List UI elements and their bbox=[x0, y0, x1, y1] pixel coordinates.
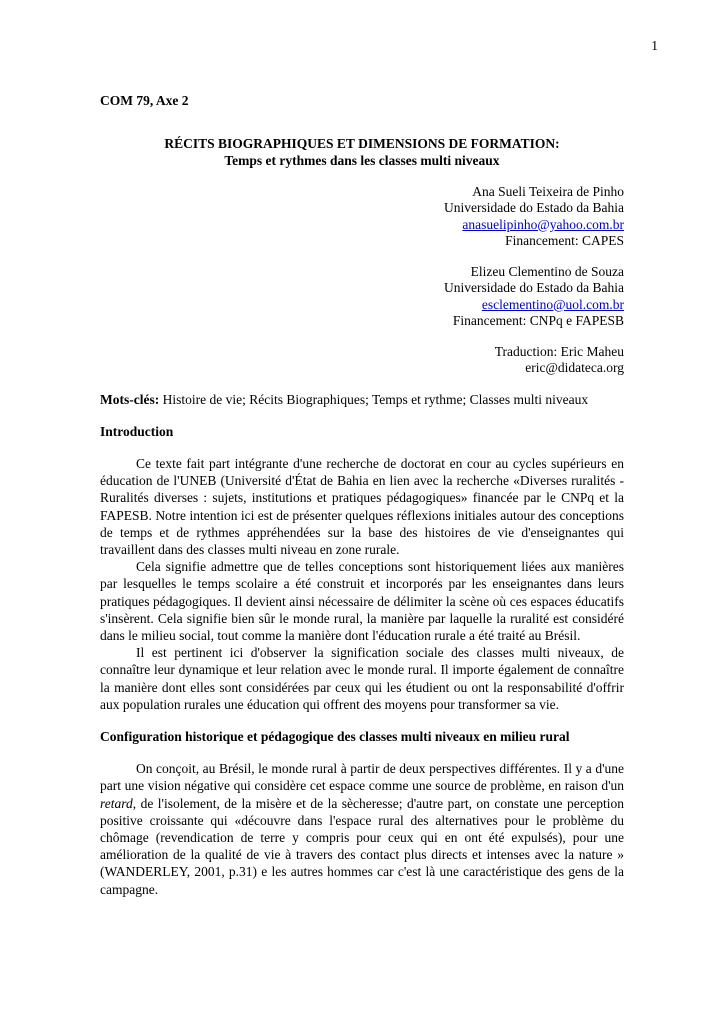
intro-paragraph-2: Cela signifie admettre que de telles conceptions sont historiquement liées aux manières par lesquelles le temps scolaire a été construit et incorporés par les enseignantes dans leurs pratiques pédagogiques. Il devient ainsi nécessaire de délimiter la scène où ces espaces éducatifs s'insèrent. Cela signifie bien sûr le monde rural, la manière par laquelle la ruralité est considéré dans le milieu social, tout comme la manière dont l'éducation rurale a été traité au Brésil. bbox=[100, 559, 624, 644]
keywords-line bbox=[100, 391, 624, 408]
translator-email: eric@didateca.org bbox=[525, 360, 624, 376]
page-number: 1 bbox=[651, 38, 658, 53]
author-name: Elizeu Clementino de Souza bbox=[470, 263, 624, 279]
page-content bbox=[100, 0, 624, 898]
configuration-paragraph-1-tail: , de l'isolement, de la misère et de la sècheresse; d'autre part, on constate une perception positive croissante qui «découvre dans l'espace rural des alternatives pour le problème du chômage (revendication de terre y compris pour ceux qui en ont été expulsés), pour une amélioration de la qualité de vie à travers des contact plus directs et intenses avec la nature » (WANDERLEY, 2001, p.31) e les autres hommes car c'est là une caractéristique des gens de la campagne. bbox=[100, 795, 624, 897]
author-group-2 bbox=[100, 264, 624, 330]
configuration-paragraph-1-lead: On conçoit, au Brésil, le monde rural à partir de deux perspectives différentes. Il y a d'une part une vision négative qui considère cet espace comme une source de problème, en raison d'un bbox=[100, 761, 624, 794]
author-affiliation: Universidade do Estado da Bahia bbox=[444, 280, 624, 296]
author-email-link[interactable]: anasuelipinho@yahoo.com.br bbox=[462, 216, 624, 232]
author-email-row bbox=[100, 217, 624, 234]
author-affiliation: Universidade do Estado da Bahia bbox=[444, 200, 624, 216]
configuration-paragraph-1 bbox=[100, 760, 624, 898]
intro-paragraph-1: Ce texte fait part intégrante d'une recherche de doctorat en cour au cycles supérieurs en éducation de l'UNEB (Université d'État de Bahia en lien avec la recherche «Diverses ruralités -Ruralités diverses : sujets, institutions et pratiques pédagogiques» financée par le CNPq et la FAPESB. Notre intention ici est de présenter quelques réflexions initiales autour des conceptions de temps et de rythmes appréhendées sur la base des histoires de vie d'enseignantes qui travaillent dans des classes multi niveau en zone rurale. bbox=[100, 456, 624, 558]
keywords-label: Mots-clés: bbox=[100, 391, 160, 407]
author-email-row bbox=[100, 297, 624, 314]
author-email-link[interactable]: esclementino@uol.com.br bbox=[481, 296, 624, 312]
paper-title-line2: Temps et rythmes dans les classes multi niveaux bbox=[224, 153, 500, 169]
intro-paragraph-3: Il est pertinent ici d'observer la signification sociale des classes multi niveaux, de connaître leur dynamique et leur relation avec le monde rural. Il importe également de connaître la manière dont elles sont considérées par ceux qui les étudient ou ont la responsabilité d'offrir aux population rurales une éducation qui offrent des moyens pour transformer sa vie. bbox=[100, 645, 624, 712]
configuration-paragraph-1-italic-term: retard bbox=[100, 795, 133, 811]
author-block bbox=[100, 184, 624, 377]
communication-code: COM 79, Axe 2 bbox=[100, 93, 189, 108]
translator-label: Traduction: Eric Maheu bbox=[494, 343, 624, 359]
section-heading-introduction: Introduction bbox=[100, 423, 174, 439]
author-funding: Financement: CNPq e FAPESB bbox=[452, 313, 624, 329]
author-name: Ana Sueli Teixeira de Pinho bbox=[472, 183, 624, 199]
keywords-text: Histoire de vie; Récits Biographiques; Temps et rythme; Classes multi niveaux bbox=[159, 391, 589, 407]
author-group-1 bbox=[100, 184, 624, 250]
section-heading-configuration: Configuration historique et pédagogique des classes multi niveaux en milieu rural bbox=[100, 729, 570, 745]
translation-group bbox=[100, 344, 624, 377]
author-funding: Financement: CAPES bbox=[505, 233, 624, 249]
paper-title bbox=[100, 135, 624, 169]
paper-title-line1: RÉCITS BIOGRAPHIQUES ET DIMENSIONS DE FORMATION: bbox=[164, 136, 560, 152]
